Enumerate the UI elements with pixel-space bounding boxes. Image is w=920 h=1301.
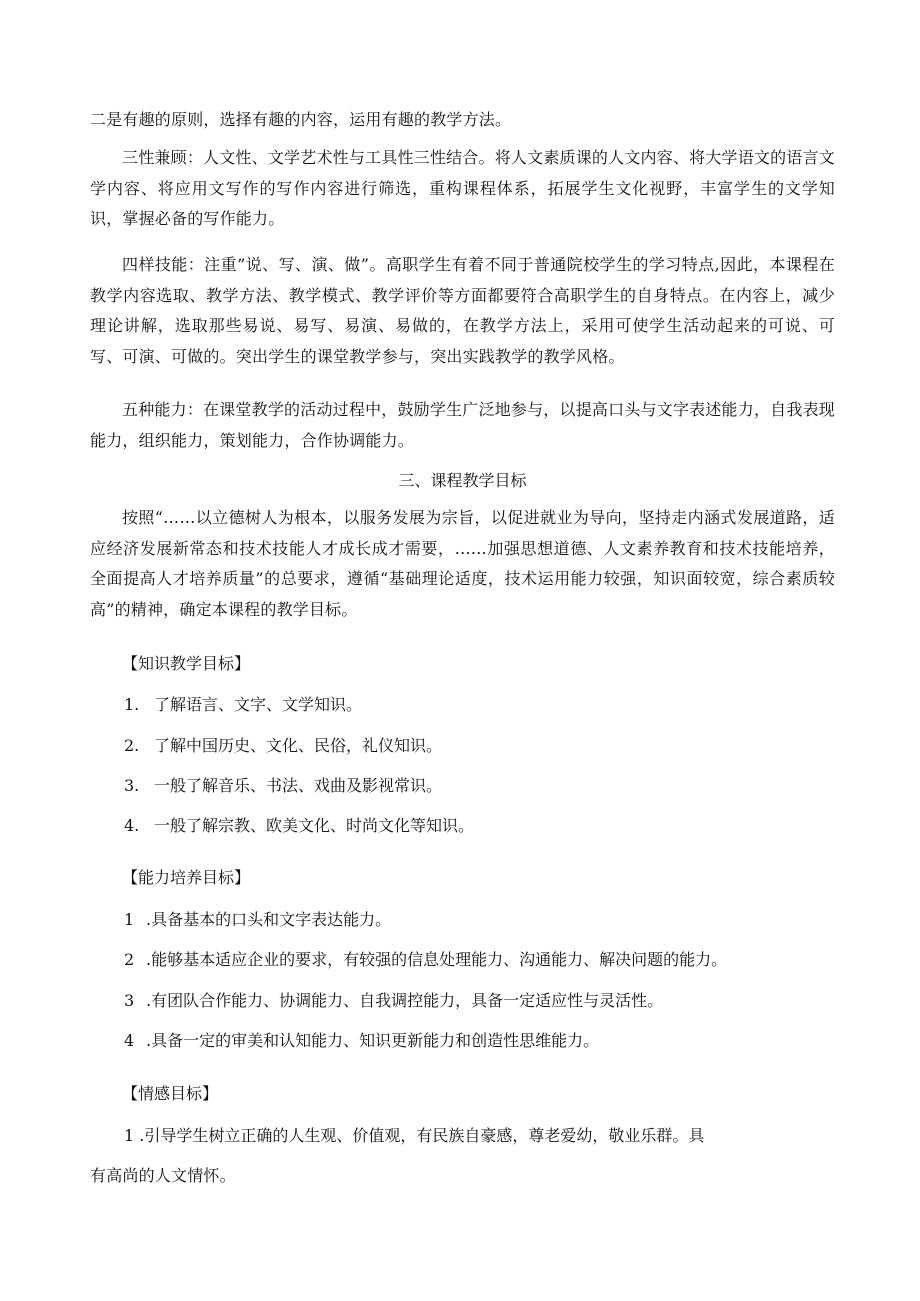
list-item: 3 .有团队合作能力、协调能力、自我调控能力，具备一定适应性与灵活性。 xyxy=(124,991,664,1010)
emotion-goals-heading: 【情感目标】 xyxy=(122,1084,219,1103)
list-item: 2 .能够基本适应企业的要求，有较强的信息处理能力、沟通能力、解决问题的能力。 xyxy=(124,950,728,969)
paragraph-teaching-goal-intro: 按照“……以立德树人为根本，以服务发展为宗旨，以促进就业为导向，坚持走内涵式发展道路，适应经济发展新常态和技术技能人才成长成才需要，……加强思想道德、人文素养教育和技术技能培养，全面提高人才培养质量”的总要求，遵循“基础理论适度，技术运用能力较强，知识面较宽，综合素质较高”的精神，确定本课程的教学目标。 xyxy=(90,508,835,619)
knowledge-goals-heading: 【知识教学目标】 xyxy=(122,654,251,673)
list-item: 3. 一般了解音乐、书法、戏曲及影视常识。 xyxy=(124,776,443,795)
list-item: 1. 了解语言、文字、文学知识。 xyxy=(124,695,363,714)
list-item: 4 .具备一定的审美和认知能力、知识更新能力和创造性思维能力。 xyxy=(124,1031,600,1050)
section-heading: 三、课程教学目标 xyxy=(398,471,527,490)
paragraph-interesting-principle: 二是有趣的原则，选择有趣的内容，运用有趣的教学方法。 xyxy=(90,110,512,129)
paragraph-four-skills: 四样技能：注重”说、写、演、做”。高职学生有着不同于普通院校学生的学习特点,因此，本课程在教学内容选取、教学方法、教学模式、教学评价等方面都要符合高职学生的自身特点。在内容上，减少理论讲解，选取那些易说、易写、易演、易做的，在教学方法上，采用可使学生活动起来的可说、可写、可演、可做的。突出学生的课堂教学参与，突出实践教学的教学风格。 xyxy=(90,255,835,366)
list-item: 1 .引导学生树立正确的人生观、价值观，有民族自豪感，尊老爱幼，敬业乐群。具 xyxy=(124,1126,705,1145)
paragraph-five-abilities: 五种能力：在课堂教学的活动过程中，鼓励学生广泛地参与，以提高口头与文字表述能力，自我表现能力，组织能力，策划能力，合作协调能力。 xyxy=(90,400,835,450)
list-item: 1 .具备基本的口头和文字表达能力。 xyxy=(124,910,392,929)
ability-goals-heading: 【能力培养目标】 xyxy=(122,868,251,887)
list-item: 4. 一般了解宗教、欧美文化、时尚文化等知识。 xyxy=(124,816,475,835)
paragraph-three-natures: 三性兼顾：人文性、文学艺术性与工具性三性结合。将人文素质课的人文内容、将大学语文的语言文学内容、将应用文写作的写作内容进行筛选，重构课程体系，拓展学生文化视野，丰富学生的文学知识，掌握必备的写作能力。 xyxy=(90,148,835,228)
list-item: 2. 了解中国历史、文化、民俗，礼仪知识。 xyxy=(124,736,443,755)
list-item-continuation: 有高尚的人文情怀。 xyxy=(90,1166,236,1185)
